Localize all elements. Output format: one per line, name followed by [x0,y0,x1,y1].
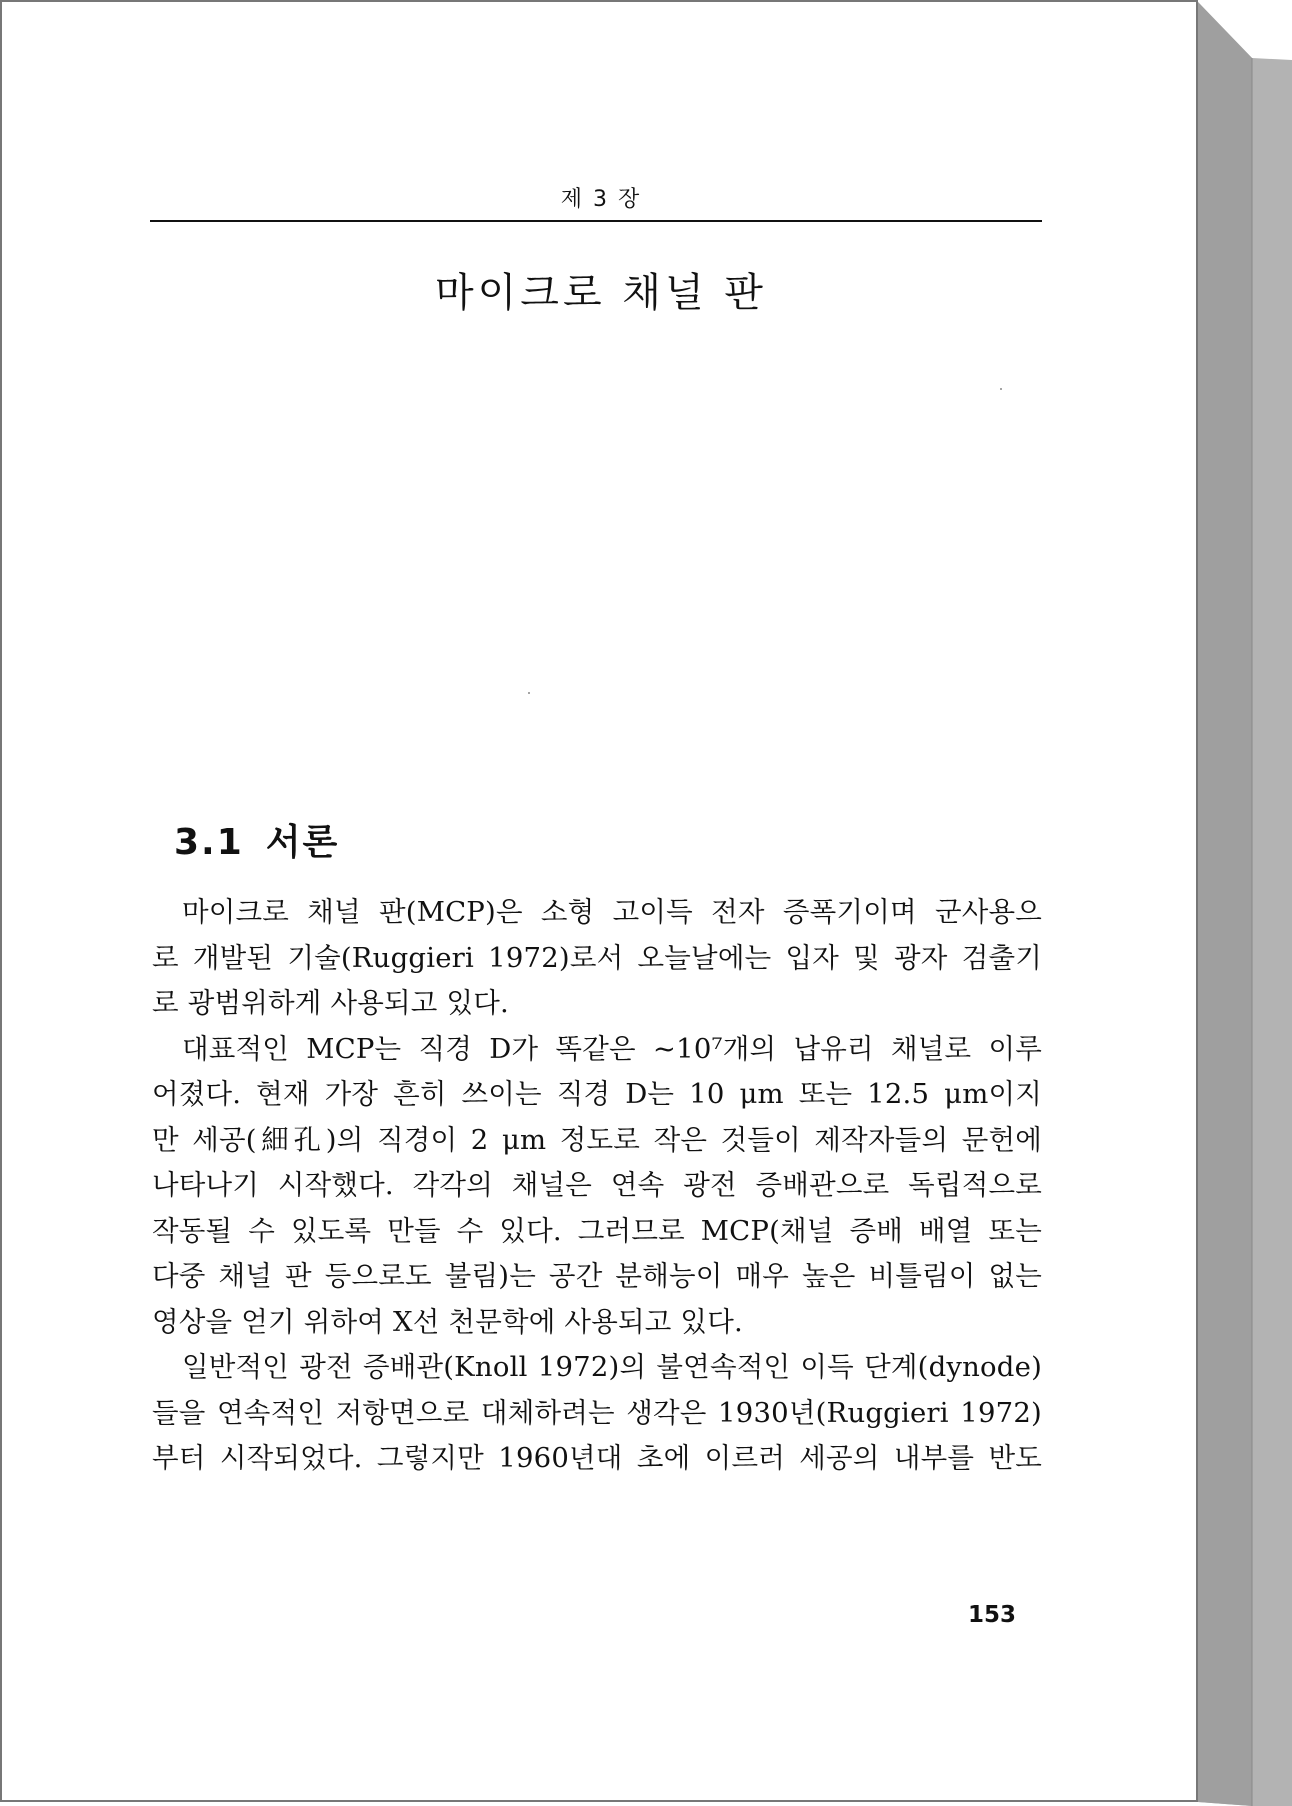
text-line: 대표적인 MCP는 직경 D가 똑같은 ~10⁷개의 납유리 채널로 이루 [182,1032,1042,1065]
book-edge-side [1198,2,1252,1806]
text-line: 부터 시작되었다. 그렇지만 1960년대 초에 이르러 세공의 내부를 반도 [152,1442,1042,1474]
text-line: 로 광범위하게 사용되고 있다. [152,987,509,1019]
text-line: 나타나기 시작했다. 각각의 채널은 연속 광전 증배관으로 독립적으로 [152,1169,1042,1201]
book-edge-shadow [1198,0,1292,1806]
chapter-title: 마이크로 채널 판 [435,269,767,316]
page-number: 153 [967,1602,1016,1628]
text-line: 들을 연속적인 저항면으로 대체하려는 생각은 1930년(Ruggieri 1972) [152,1396,1042,1429]
body-text [152,890,1042,1482]
text-line: 만 세공(細孔)의 직경이 2 μm 정도로 작은 것들이 제작자들의 문헌에 [152,1123,1042,1156]
text-line: 다중 채널 판 등으로도 불림)는 공간 분해능이 매우 높은 비틀림이 없는 [152,1260,1042,1292]
text-line: 로 개발된 기술(Ruggieri 1972)로서 오늘날에는 입자 및 광자 검출기 [152,941,1042,974]
text-line: 어졌다. 현재 가장 흔히 쓰이는 직경 D는 10 μm 또는 12.5 μm이지 [152,1078,1042,1110]
text-line: 작동될 수 있도록 만들 수 있다. 그러므로 MCP(채널 증배 배열 또는 [152,1214,1042,1247]
text-line: 일반적인 광전 증배관(Knoll 1972)의 불연속적인 이득 단계(dynode) [182,1351,1042,1383]
scan-speck [1000,388,1002,390]
section-title: 서론 [265,821,340,863]
text-line: 영상을 얻기 위하여 X선 천문학에 사용되고 있다. [152,1305,743,1338]
text-line: 마이크로 채널 판(MCP)은 소형 고이득 전자 증폭기이며 군사용으 [182,896,1042,928]
scan-speck [528,692,530,694]
section-number: 3.1 [174,821,244,863]
section-heading [174,814,339,865]
chapter-label: 제 3 장 [560,187,642,212]
chapter-rule [150,220,1042,222]
